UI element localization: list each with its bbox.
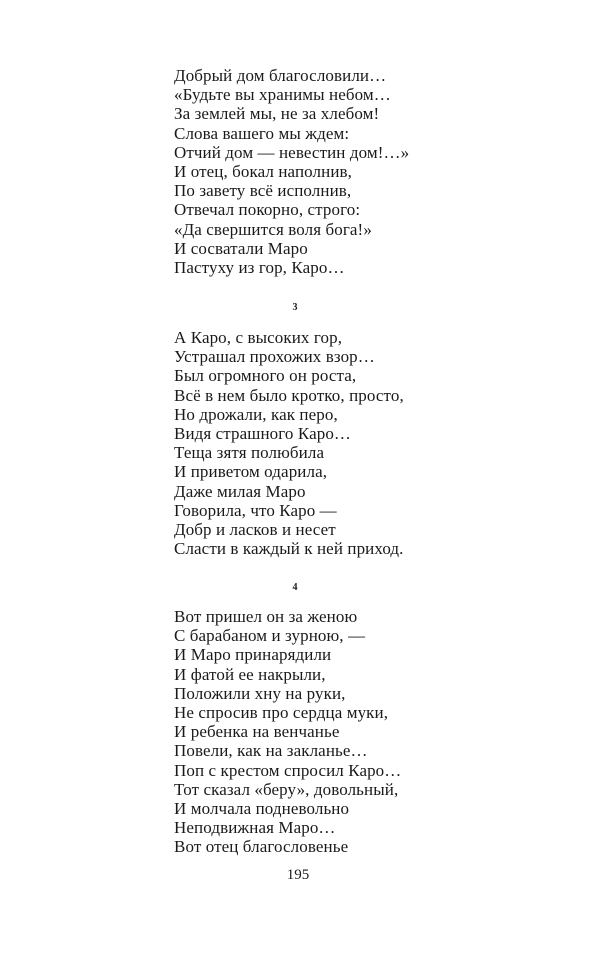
verse-line: Неподвижная Маро… [174, 818, 336, 838]
verse-line: А Каро, с высоких гор, [174, 328, 343, 347]
section-number: 4 [292, 582, 298, 593]
verse-line: Вот пришел он за женою [174, 607, 358, 626]
verse-line: И молчала подневольно [174, 799, 350, 819]
verse-line: Слова вашего мы ждем: [174, 123, 350, 143]
verse-line: Тот сказал «беру», довольный, [174, 779, 399, 799]
verse-line: Сласти в каждый к ней приход. [174, 539, 404, 559]
verse-line: И ребенка на венчанье [174, 722, 340, 742]
stanza-3 [174, 607, 401, 857]
verse-line: Был огромного он роста, [174, 366, 357, 386]
verse-line: Положили хну на руки, [174, 683, 346, 703]
verse-line: Добр и ласков и несет [174, 520, 336, 540]
verse-line: С барабаном и зурною, — [174, 626, 366, 646]
verse-line: И сосватали Маро [174, 238, 308, 258]
verse-line: И приветом одарила, [174, 462, 328, 482]
verse-line: Видя страшного Каро… [174, 424, 352, 444]
verse-line: И отец, бокал наполнив, [174, 162, 353, 182]
verse-line: Добрый дом благословили… [174, 66, 387, 85]
verse-line: Повели, как на закланье… [174, 741, 368, 761]
verse-line: Теща зятя полюбила [174, 443, 325, 463]
verse-line: Вот отец благословенье [174, 837, 349, 857]
verse-line: За землей мы, не за хлебом! [174, 104, 380, 124]
verse-line: Поп с крестом спросил Каро… [174, 760, 402, 780]
verse-line: «Да свершится воля бога!» [174, 219, 372, 239]
stanza-1 [174, 66, 409, 277]
verse-line: Даже милая Маро [174, 481, 306, 501]
verse-line: И фатой ее накрыли, [174, 664, 326, 684]
verse-line: И Маро принарядили [174, 645, 332, 665]
verse-line: Но дрожали, как перо, [174, 404, 338, 424]
verse-line: Пастуху из гор, Каро… [174, 258, 345, 278]
verse-line: «Будьте вы хранимы небом… [174, 85, 391, 105]
section-number: 3 [292, 302, 298, 313]
verse-line: Не спросив про сердца муки, [174, 703, 389, 723]
verse-line: Говорила, что Каро — [174, 500, 337, 520]
stanza-2 [174, 328, 404, 558]
verse-line: Отвечал покорно, строго: [174, 200, 361, 220]
verse-line: По завету всё исполнив, [174, 181, 352, 201]
verse-line: Отчий дом — невестин дом!…» [174, 142, 410, 162]
verse-line: Устрашал прохожих взор… [174, 347, 375, 367]
verse-line: Всё в нем было кротко, просто, [174, 385, 404, 405]
page-number: 195 [286, 867, 310, 883]
